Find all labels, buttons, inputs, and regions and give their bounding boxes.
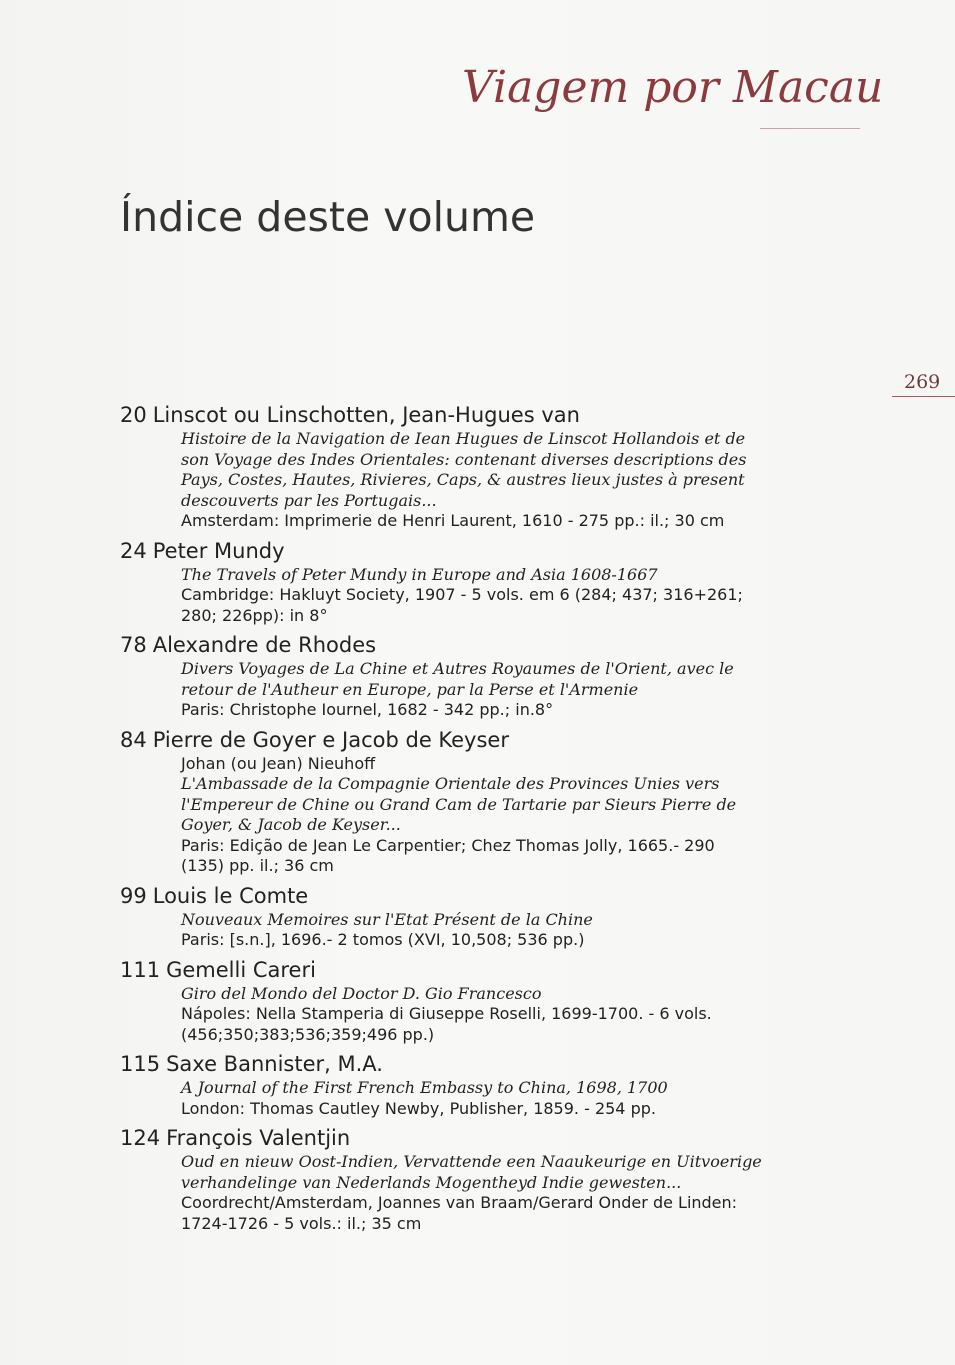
entry-heading — [120, 402, 780, 429]
entry-details — [120, 565, 780, 627]
entry-number: 111 — [120, 957, 161, 982]
entry-publication-line: Paris: Edição de Jean Le Carpentier; Chez Thomas Jolly, 1665.- 290 — [181, 835, 715, 855]
entry-publication-line: London: Thomas Cautley Newby, Publisher, 1859. - 254 pp. — [181, 1098, 656, 1118]
entry-title-line: The Travels of Peter Mundy in Europe and Asia 1608-1667 — [181, 564, 658, 584]
entry-heading — [120, 883, 780, 910]
entry-number: 84 — [120, 727, 147, 752]
entry-title-line: Nouveaux Memoires sur l'Etat Présent de la Chine — [181, 909, 593, 929]
brand-underline — [760, 128, 860, 129]
index-list — [120, 402, 780, 1240]
entry-author: Gemelli Careri — [166, 957, 316, 982]
entry-publication-line: Johan (ou Jean) Nieuhoff — [181, 753, 376, 773]
entry-publication-line: Amsterdam: Imprimerie de Henri Laurent, 1610 - 275 pp.: il.; 30 cm — [181, 511, 725, 530]
entry-publication-line: (456;350;383;536;359;496 pp.) — [181, 1024, 435, 1044]
entry-title-line: A Journal of the First French Embassy to China, 1698, 1700 — [181, 1078, 668, 1097]
page-title: Índice deste volume — [120, 193, 536, 242]
entry-number: 24 — [120, 538, 147, 563]
entry-heading — [120, 1051, 780, 1078]
entry-title-line: retour de l'Autheur en Europe, par la Perse et l'Armenie — [181, 679, 639, 699]
entry-publication-line: (135) pp. il.; 36 cm — [181, 856, 334, 875]
entry-number: 20 — [120, 403, 147, 427]
entry-heading — [120, 632, 780, 659]
entry-details — [120, 984, 780, 1046]
entry-title-line: Goyer, & Jacob de Keyser... — [181, 815, 401, 834]
entry-author: Peter Mundy — [152, 538, 285, 563]
entry-title-line: Giro del Mondo del Doctor D. Gio Francesco — [181, 983, 542, 1003]
entry-heading — [120, 538, 780, 565]
entry-publication-line: 280; 226pp): in 8° — [181, 605, 328, 625]
entry-details — [120, 754, 780, 877]
entry-publication-line: Coordrecht/Amsterdam, Joannes van Braam/Gerard Onder de Linden: — [181, 1193, 738, 1212]
index-entry — [120, 538, 780, 627]
entry-details — [120, 910, 780, 951]
entry-author: Alexandre de Rhodes — [152, 633, 377, 657]
entry-author: François Valentjin — [166, 1126, 351, 1150]
index-entry — [120, 632, 780, 721]
entry-author: Louis le Comte — [152, 883, 309, 908]
entry-title-line: Oud en nieuw Oost-Indien, Vervattende een Naaukeurige en Uitvoerige — [181, 1152, 762, 1171]
entry-number: 115 — [120, 1052, 161, 1076]
entry-title-line: son Voyage des Indes Orientales: contenant diverses descriptions des — [181, 449, 747, 469]
entry-number: 99 — [120, 883, 147, 908]
entry-title-line: l'Empereur de Chine ou Grand Cam de Tartarie par Sieurs Pierre de — [181, 794, 737, 814]
index-entry — [120, 1051, 780, 1119]
page-number: 269 — [904, 371, 941, 393]
entry-title-line: Divers Voyages de La Chine et Autres Royaumes de l'Orient, avec le — [181, 659, 734, 678]
entry-publication-line: Paris: Christophe Iournel, 1682 - 342 pp.; in.8° — [181, 700, 554, 719]
entry-title-line: verhandelinge van Nederlands Mogentheyd Indie gewesten... — [181, 1172, 682, 1192]
entry-author: Pierre de Goyer e Jacob de Keyser — [152, 727, 509, 752]
entry-author: Linscot ou Linschotten, Jean-Hugues van — [152, 403, 580, 427]
entry-publication-line: Nápoles: Nella Stamperia di Giuseppe Roselli, 1699-1700. - 6 vols. — [181, 1004, 712, 1023]
entry-details — [120, 659, 780, 721]
entry-publication-line: 1724-1726 - 5 vols.: il.; 35 cm — [181, 1213, 422, 1233]
entry-details — [120, 1078, 780, 1119]
entry-title-line: L'Ambassade de la Compagnie Orientale des Provinces Unies vers — [181, 774, 720, 793]
entry-heading — [120, 957, 780, 984]
entry-publication-line: Paris: [s.n.], 1696.- 2 tomos (XVI, 10,508; 536 pp.) — [181, 930, 585, 949]
entry-number: 124 — [120, 1126, 161, 1150]
page-number-rule — [892, 396, 955, 397]
entry-heading — [120, 727, 780, 754]
index-entry — [120, 402, 780, 532]
index-entry — [120, 883, 780, 951]
entry-heading — [120, 1125, 780, 1152]
index-entry — [120, 727, 780, 877]
entry-title-line: Pays, Costes, Hautes, Rivieres, Caps, & austres lieux justes à present — [181, 470, 745, 489]
entry-title-line: descouverts par les Portugais... — [181, 490, 437, 510]
entry-title-line: Histoire de la Navigation de Iean Hugues de Linscot Hollandois et de — [181, 429, 746, 448]
entry-number: 78 — [120, 633, 147, 657]
entry-details — [120, 429, 780, 532]
index-entry — [120, 1125, 780, 1234]
index-entry — [120, 957, 780, 1046]
entry-publication-line: Cambridge: Hakluyt Society, 1907 - 5 vols. em 6 (284; 437; 316+261; — [181, 585, 743, 604]
entry-author: Saxe Bannister, M.A. — [166, 1052, 383, 1076]
brand-title: Viagem por Macau — [462, 62, 884, 113]
entry-details — [120, 1152, 780, 1234]
